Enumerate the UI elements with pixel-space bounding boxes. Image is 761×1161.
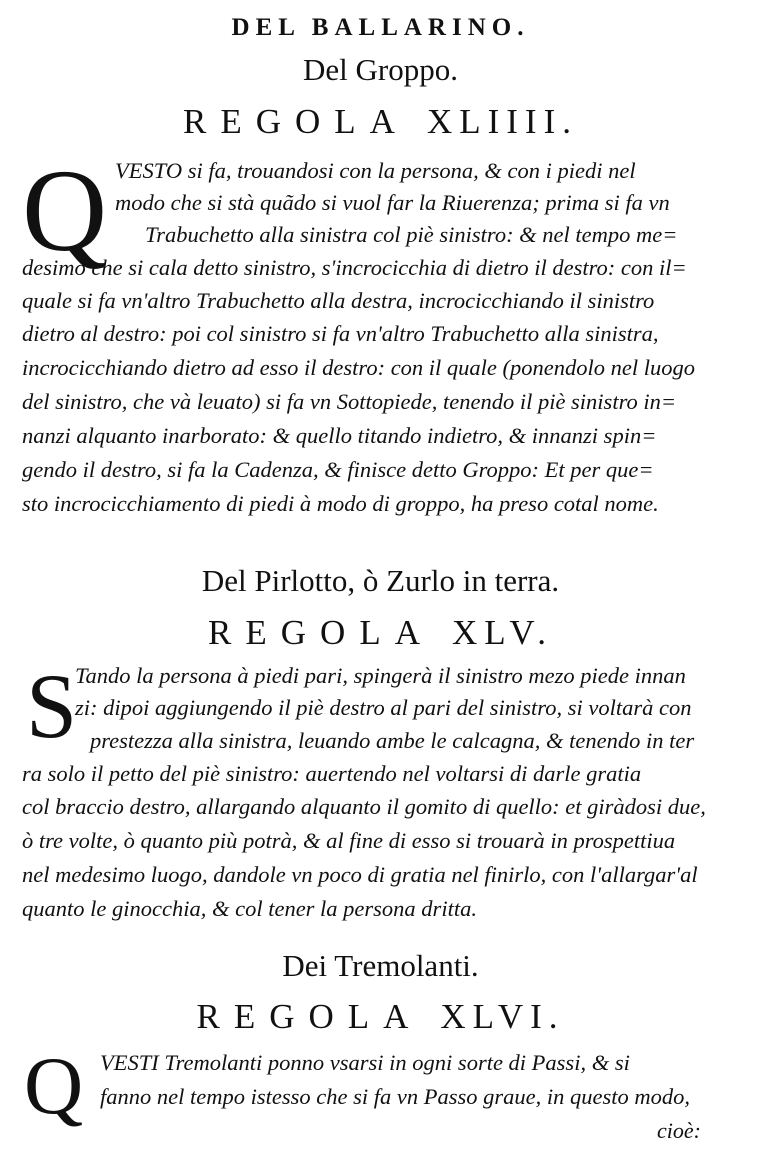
text-line: prestezza alla sinistra, leuando ambe le calcagna, & tenendo in ter — [90, 728, 695, 753]
text-line: VESTO si fa, trouandosi con la persona, & con i piedi nel — [115, 158, 636, 183]
catchword: cioè: — [657, 1118, 701, 1143]
rule-heading-44 — [0, 102, 761, 142]
text-line: desimo che si cala detto sinistro, s'incrocicchia di dietro il destro: con il= — [22, 255, 687, 280]
section-title-pirlotto: Del Pirlotto, ò Zurlo in terra. — [201, 563, 560, 598]
text-line: quale si fa vn'altro Trabuchetto alla destra, incrocicchiando il sinistro — [22, 288, 655, 313]
rule-heading-46 — [0, 997, 761, 1037]
drop-cap: S — [26, 655, 78, 757]
drop-cap: Q — [22, 145, 108, 276]
text-line: quanto le ginocchia, & col tener la persona dritta. — [22, 896, 477, 921]
section-title-groppo: Del Groppo. — [303, 52, 458, 87]
rule-number: XLVI. — [440, 997, 565, 1036]
text-line: sto incrocicchiamento di piedi à modo di groppo, ha preso cotal nome. — [22, 491, 659, 516]
text-line: dietro al destro: poi col sinistro si fa vn'altro Trabuchetto alla sinistra, — [22, 321, 659, 346]
text-line: gendo il destro, si fa la Cadenza, & finisce detto Groppo: Et per que= — [22, 457, 654, 482]
rule-word: REGOLA — [183, 102, 409, 141]
text-line: Tando la persona à piedi pari, spingerà il sinistro mezo piede innan — [75, 663, 686, 688]
text-line: fanno nel tempo istesso che si fa vn Passo graue, in questo modo, — [100, 1084, 690, 1109]
rule-number: XLIIII. — [426, 102, 578, 141]
text-line: Trabuchetto alla sinistra col piè sinistro: & nel tempo me= — [145, 222, 678, 247]
text-line: ò tre volte, ò quanto più potrà, & al fine di esso si trouarà in prospettiua — [22, 828, 676, 853]
rule-word: REGOLA — [208, 613, 434, 652]
text-line: nanzi alquanto inarborato: & quello titando indietro, & innanzi spin= — [22, 423, 657, 448]
text-line: col braccio destro, allargando alquanto il gomito di quello: et giràdosi due, — [22, 794, 706, 819]
text-line: VESTI Tremolanti ponno vsarsi in ogni sorte di Passi, & si — [100, 1050, 630, 1075]
text-line: nel medesimo luogo, dandole vn poco di gratia nel finirlo, con l'allargar'al — [22, 862, 698, 887]
rule-word: REGOLA — [196, 997, 423, 1036]
text-line: ra solo il petto del piè sinistro: auertendo nel voltarsi di darle gratia — [22, 761, 642, 786]
section-title-tremolanti: Dei Tremolanti. — [282, 948, 479, 983]
text-line: del sinistro, che và leuato) si fa vn Sottopiede, tenendo il piè sinistro in= — [22, 389, 677, 414]
rule-heading-45 — [0, 613, 761, 653]
text-line: modo che si stà quãdo si vuol far la Riuerenza; prima si fa vn — [115, 190, 670, 215]
drop-cap: Q — [24, 1040, 84, 1131]
text-line: incrocicchiando dietro ad esso il destro: con il quale (ponendolo nel luogo — [22, 355, 696, 380]
rule-number: XLV. — [451, 613, 553, 652]
running-head: DEL BALLARINO. — [231, 14, 530, 41]
text-line: zi: dipoi aggiungendo il piè destro al pari del sinistro, si voltarà con — [75, 695, 692, 720]
